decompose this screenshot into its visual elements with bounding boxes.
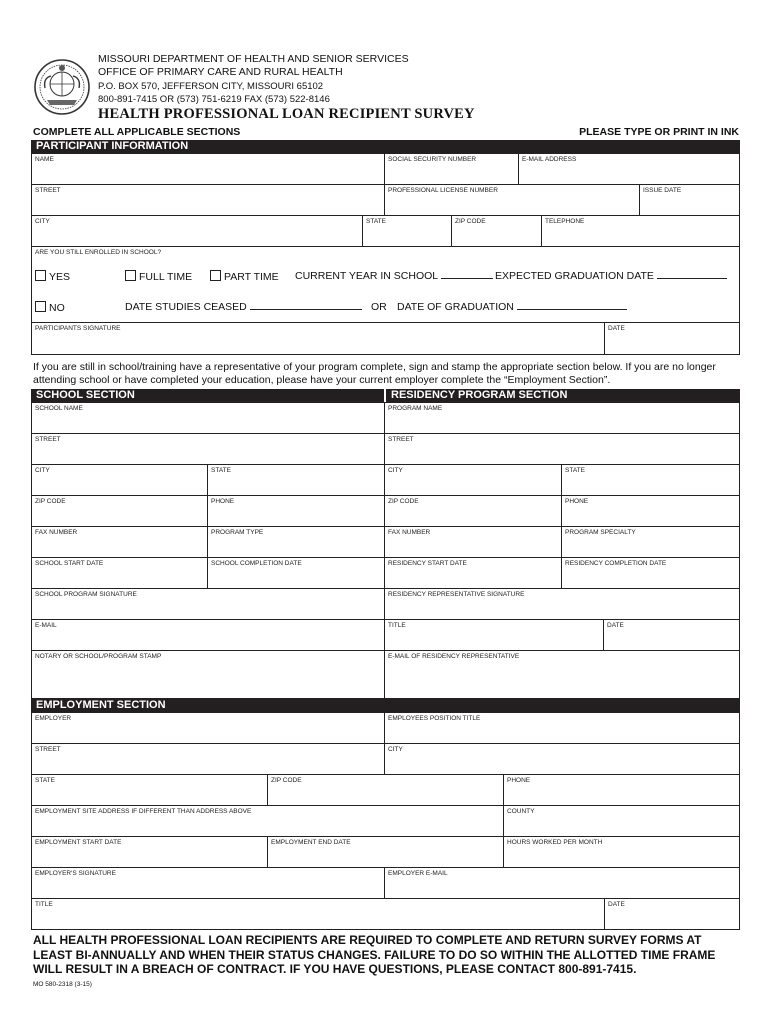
residency-city-field[interactable]: [384, 464, 562, 496]
employment-end-date-label: EMPLOYMENT END DATE: [271, 839, 351, 846]
participant-date-label: DATE: [608, 325, 625, 332]
program-specialty-label: PROGRAM SPECIALTY: [565, 529, 636, 536]
residency-start-date-label: RESIDENCY START DATE: [388, 560, 467, 567]
participant-telephone-label: TELEPHONE: [545, 218, 585, 225]
office-name: OFFICE OF PRIMARY CARE AND RURAL HEALTH: [98, 66, 343, 78]
date-grad-label: DATE OF GRADUATION: [397, 301, 514, 313]
school-city-field[interactable]: [31, 464, 208, 496]
participant-zip-label: ZIP CODE: [455, 218, 486, 225]
participant-signature-label: PARTICIPANTS SIGNATURE: [35, 325, 121, 332]
employer-email-field[interactable]: [384, 867, 740, 899]
residency-zip-field[interactable]: [384, 495, 562, 527]
residency-date-field[interactable]: [603, 619, 740, 651]
or-label: OR: [371, 301, 387, 313]
participant-telephone-field[interactable]: [541, 215, 740, 247]
employment-title-label: TITLE: [35, 901, 53, 908]
school-start-date-label: SCHOOL START DATE: [35, 560, 104, 567]
program-specialty-field[interactable]: [561, 526, 740, 558]
school-zip-field[interactable]: [31, 495, 208, 527]
position-title-field[interactable]: [384, 712, 740, 744]
residency-rep-email-label: E-MAIL OF RESIDENCY REPRESENTATIVE: [388, 653, 520, 660]
participant-email-field[interactable]: [518, 153, 740, 185]
school-city-label: CITY: [35, 467, 50, 474]
employment-date-label: DATE: [608, 901, 625, 908]
school-street-label: STREET: [35, 436, 61, 443]
participant-state-label: STATE: [366, 218, 386, 225]
residency-rep-email-field[interactable]: [384, 650, 740, 699]
residency-street-label: STREET: [388, 436, 414, 443]
type-or-print-instruction: PLEASE TYPE OR PRINT IN INK: [579, 126, 739, 138]
employer-signature-label: EMPLOYER'S SIGNATURE: [35, 870, 116, 877]
current-year-label: CURRENT YEAR IN SCHOOL: [295, 270, 439, 282]
employment-phone-field[interactable]: [503, 774, 740, 806]
full-time-label: FULL TIME: [139, 271, 193, 283]
school-email-label: E-MAIL: [35, 622, 57, 629]
participant-section-header: PARTICIPANT INFORMATION: [31, 140, 740, 153]
date-ceased-field[interactable]: [125, 301, 362, 314]
residency-signature-field[interactable]: [384, 588, 740, 620]
current-year-line[interactable]: [441, 270, 493, 279]
participant-street-label: STREET: [35, 187, 61, 194]
dept-name: MISSOURI DEPARTMENT OF HEALTH AND SENIOR SERVICES: [98, 53, 409, 65]
employment-start-date-label: EMPLOYMENT START DATE: [35, 839, 122, 846]
yes-label: YES: [49, 271, 71, 283]
complete-all-instruction: COMPLETE ALL APPLICABLE SECTIONS: [33, 126, 241, 138]
participant-zip-field[interactable]: [451, 215, 542, 247]
expected-grad-field[interactable]: [495, 270, 727, 283]
employment-city-field[interactable]: [384, 743, 740, 775]
expected-grad-label: EXPECTED GRADUATION DATE: [495, 270, 654, 282]
part-time-option[interactable]: [210, 270, 279, 284]
form-title: HEALTH PROFESSIONAL LOAN RECIPIENT SURVEY: [98, 106, 475, 122]
participant-city-field[interactable]: [31, 215, 363, 247]
employment-start-date-field[interactable]: [31, 836, 268, 868]
employment-phone-label: PHONE: [507, 777, 531, 784]
position-title-label: EMPLOYEES POSITION TITLE: [388, 715, 481, 722]
residency-completion-date-field[interactable]: [561, 557, 740, 589]
missouri-state-seal-icon: [33, 58, 91, 116]
residency-street-field[interactable]: [384, 433, 740, 465]
program-type-label: PROGRAM TYPE: [211, 529, 264, 536]
employer-field[interactable]: [31, 712, 385, 744]
residency-fax-field[interactable]: [384, 526, 562, 558]
school-state-field[interactable]: [207, 464, 385, 496]
program-type-field[interactable]: [207, 526, 385, 558]
yes-option[interactable]: [35, 270, 70, 284]
school-signature-label: SCHOOL PROGRAM SIGNATURE: [35, 591, 137, 598]
residency-title-label: TITLE: [388, 622, 406, 629]
county-field[interactable]: [503, 805, 740, 837]
full-time-checkbox[interactable]: [125, 270, 136, 281]
residency-phone-field[interactable]: [561, 495, 740, 527]
school-state-label: STATE: [211, 467, 231, 474]
school-completion-date-field[interactable]: [207, 557, 385, 589]
school-start-date-field[interactable]: [31, 557, 208, 589]
stamp-field[interactable]: [31, 650, 385, 699]
enrolled-question-label: ARE YOU STILL ENROLLED IN SCHOOL?: [35, 249, 162, 256]
employment-state-label: STATE: [35, 777, 55, 784]
office-phones: 800-891-7415 OR (573) 751-6219 FAX (573) 522-8146: [98, 94, 330, 105]
residency-signature-label: RESIDENCY REPRESENTATIVE SIGNATURE: [388, 591, 525, 598]
participant-state-field[interactable]: [362, 215, 452, 247]
part-time-label: PART TIME: [224, 271, 279, 283]
residency-state-label: STATE: [565, 467, 585, 474]
expected-grad-line[interactable]: [657, 270, 727, 279]
employer-signature-field[interactable]: [31, 867, 385, 899]
participant-city-label: CITY: [35, 218, 50, 225]
hours-worked-label: HOURS WORKED PER MONTH: [507, 839, 603, 846]
school-completion-date-label: SCHOOL COMPLETION DATE: [211, 560, 302, 567]
residency-date-label: DATE: [607, 622, 624, 629]
license-number-field[interactable]: [384, 184, 640, 216]
date-grad-line[interactable]: [517, 301, 627, 310]
no-label: NO: [49, 302, 65, 314]
school-zip-label: ZIP CODE: [35, 498, 66, 505]
school-section-header: SCHOOL SECTION: [31, 389, 384, 402]
residency-program-name-field[interactable]: [384, 402, 740, 434]
residency-state-field[interactable]: [561, 464, 740, 496]
hours-worked-field[interactable]: [503, 836, 740, 868]
current-year-field[interactable]: [295, 270, 493, 283]
county-label: COUNTY: [507, 808, 535, 815]
date-ceased-line[interactable]: [250, 301, 362, 310]
employment-state-field[interactable]: [31, 774, 268, 806]
issue-date-field[interactable]: [639, 184, 740, 216]
residency-start-date-field[interactable]: [384, 557, 562, 589]
school-email-field[interactable]: [31, 619, 385, 651]
residency-completion-date-label: RESIDENCY COMPLETION DATE: [565, 560, 667, 567]
school-name-label: SCHOOL NAME: [35, 405, 83, 412]
employment-city-label: CITY: [388, 746, 403, 753]
no-checkbox[interactable]: [35, 301, 46, 312]
school-phone-field[interactable]: [207, 495, 385, 527]
employment-date-field[interactable]: [604, 898, 740, 930]
employment-section-header: EMPLOYMENT SECTION: [31, 699, 740, 712]
license-number-label: PROFESSIONAL LICENSE NUMBER: [388, 187, 498, 194]
participant-signature-field[interactable]: [31, 322, 605, 355]
stamp-label: NOTARY OR SCHOOL/PROGRAM STAMP: [35, 653, 162, 660]
part-time-checkbox[interactable]: [210, 270, 221, 281]
school-name-field[interactable]: [31, 402, 385, 434]
date-grad-field[interactable]: [397, 301, 627, 314]
date-ceased-label: DATE STUDIES CEASED: [125, 301, 247, 313]
employer-label: EMPLOYER: [35, 715, 72, 722]
residency-program-name-label: PROGRAM NAME: [388, 405, 443, 412]
instructions-paragraph: If you are still in school/training have a representative of your program complete, sign and stamp the appropriate section below. If you are no longer attending school or have completed your education, please have your current employer complete the “Employment Section”.: [33, 361, 716, 386]
residency-title-field[interactable]: [384, 619, 604, 651]
employment-end-date-field[interactable]: [267, 836, 504, 868]
residency-section-header: RESIDENCY PROGRAM SECTION: [386, 389, 740, 402]
site-address-label: EMPLOYMENT SITE ADDRESS IF DIFFERENT THAN ADDRESS ABOVE: [35, 808, 252, 815]
employment-street-field[interactable]: [31, 743, 385, 775]
office-address: P.O. BOX 570, JEFFERSON CITY, MISSOURI 65102: [98, 81, 324, 92]
school-street-field[interactable]: [31, 433, 385, 465]
residency-fax-label: FAX NUMBER: [388, 529, 431, 536]
yes-checkbox[interactable]: [35, 270, 46, 281]
school-signature-field[interactable]: [31, 588, 385, 620]
employer-email-label: EMPLOYER E-MAIL: [388, 870, 448, 877]
participant-email-label: E-MAIL ADDRESS: [522, 156, 577, 163]
full-time-option[interactable]: [125, 270, 192, 284]
participant-name-field[interactable]: [31, 153, 385, 185]
employment-zip-field[interactable]: [267, 774, 504, 806]
ssn-label: SOCIAL SECURITY NUMBER: [388, 156, 477, 163]
form-number: MO 580-2318 (3-15): [33, 981, 92, 988]
residency-phone-label: PHONE: [565, 498, 589, 505]
ssn-field[interactable]: [384, 153, 519, 185]
employment-zip-label: ZIP CODE: [271, 777, 302, 784]
employment-street-label: STREET: [35, 746, 61, 753]
residency-zip-label: ZIP CODE: [388, 498, 419, 505]
participant-date-field[interactable]: [604, 322, 740, 355]
residency-city-label: CITY: [388, 467, 403, 474]
school-phone-label: PHONE: [211, 498, 235, 505]
no-option[interactable]: [35, 301, 65, 315]
school-fax-field[interactable]: [31, 526, 208, 558]
school-fax-label: FAX NUMBER: [35, 529, 78, 536]
employment-title-field[interactable]: [31, 898, 605, 930]
participant-street-field[interactable]: [31, 184, 385, 216]
participant-name-label: NAME: [35, 156, 54, 163]
issue-date-label: ISSUE DATE: [643, 187, 682, 194]
site-address-field[interactable]: [31, 805, 504, 837]
footer-notice: ALL HEALTH PROFESSIONAL LOAN RECIPIENTS ARE REQUIRED TO COMPLETE AND RETURN SURVEY FORMS AT LEAST BI-ANNUALLY AND WHEN THEIR STATUS CHANGES. FAILURE TO DO SO WITHIN THE ALLOTTED TIME FRAME WILL RESULT IN A BREACH OF CONTRACT. IF YOU HAVE QUESTIONS, PLEASE CONTACT 800-891-7415.: [33, 933, 716, 976]
